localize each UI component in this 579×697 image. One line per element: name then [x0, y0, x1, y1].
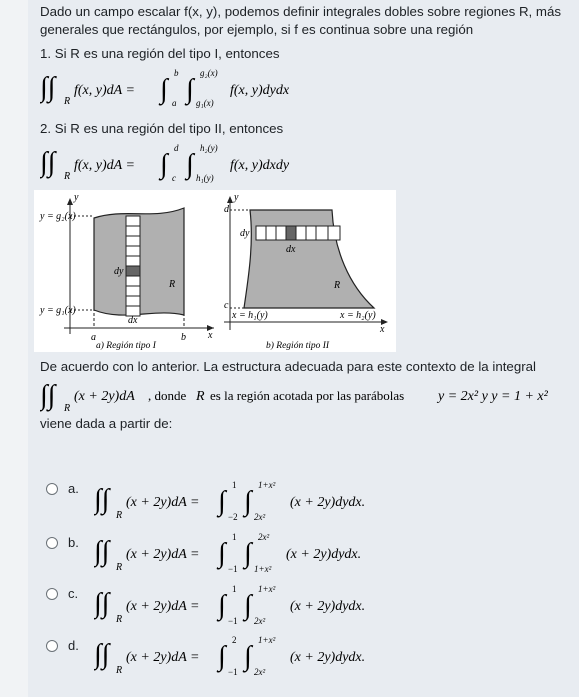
svg-text:x: x	[208, 330, 213, 341]
option-b-formula[interactable]	[94, 528, 394, 581]
svg-text:1+x²: 1+x²	[258, 480, 276, 490]
svg-text:∫: ∫	[244, 538, 252, 569]
svg-text:y: y	[74, 192, 79, 203]
case-2-formula	[40, 139, 320, 188]
regions-figure	[34, 190, 396, 352]
svg-text:R: R	[196, 389, 205, 404]
svg-text:∫∫: ∫∫	[94, 639, 110, 670]
option-c-letter: c.	[68, 586, 79, 601]
svg-text:b: b	[181, 332, 186, 343]
svg-text:2x²: 2x²	[254, 667, 266, 677]
svg-text:d: d	[174, 143, 179, 153]
svg-text:1+x²: 1+x²	[258, 635, 276, 645]
option-a-formula[interactable]	[94, 476, 394, 529]
svg-text:∫: ∫	[218, 641, 226, 672]
svg-text:2x²: 2x²	[254, 616, 266, 626]
option-b-radio[interactable]	[46, 537, 58, 549]
svg-text:R: R	[169, 279, 176, 290]
svg-text:dy: dy	[114, 266, 124, 277]
svg-text:dx: dx	[286, 244, 296, 255]
svg-text:∫: ∫	[218, 486, 226, 517]
svg-text:∫: ∫	[244, 641, 252, 672]
type-1-region-diagram	[39, 192, 214, 351]
svg-text:dx: dx	[128, 315, 138, 326]
type-2-region-diagram	[224, 192, 388, 351]
case-2-formula-svg	[40, 139, 320, 183]
svg-text:(x + 2y)dA =: (x + 2y)dA =	[126, 495, 200, 510]
svg-text:∫∫: ∫∫	[94, 536, 110, 567]
svg-text:a: a	[91, 332, 96, 343]
svg-text:∫: ∫	[160, 149, 168, 180]
option-c[interactable]	[46, 586, 78, 601]
svg-text:c: c	[224, 300, 229, 311]
option-a-letter: a.	[68, 481, 79, 496]
option-a-radio[interactable]	[46, 483, 58, 495]
option-c-formula[interactable]	[94, 580, 394, 633]
svg-text:x = h₁(y): x = h₁(y)	[232, 310, 268, 321]
svg-text:, donde: , donde	[148, 388, 187, 403]
question-line-3: viene dada a partir de:	[40, 416, 173, 431]
intro-line-1: Dado un campo escalar f(x, y), podemos definir integrales dobles sobre regiones R, más	[40, 4, 562, 19]
svg-text:f(x, y)dydx: f(x, y)dydx	[230, 83, 290, 98]
svg-text:h₁(y): h₁(y)	[196, 173, 214, 183]
svg-text:f(x, y)dxdy: f(x, y)dxdy	[230, 158, 290, 173]
option-c-radio[interactable]	[46, 588, 58, 600]
svg-text:y: y	[234, 192, 239, 203]
regions-figure-svg	[34, 190, 396, 352]
svg-text:g₁(x): g₁(x)	[196, 98, 214, 108]
option-d-radio[interactable]	[46, 640, 58, 652]
svg-text:R: R	[64, 403, 71, 412]
svg-text:g₂(x): g₂(x)	[200, 68, 218, 78]
svg-text:∫: ∫	[160, 74, 168, 105]
svg-text:dy: dy	[240, 228, 250, 239]
svg-text:y = g₂(x): y = g₂(x)	[40, 211, 76, 222]
svg-text:∫: ∫	[218, 590, 226, 621]
svg-text:∫∫: ∫∫	[40, 147, 56, 178]
svg-text:d: d	[224, 204, 229, 215]
svg-text:y = g₁(x): y = g₁(x)	[40, 305, 76, 316]
svg-text:R: R	[334, 280, 341, 291]
question-line-2	[40, 376, 570, 417]
option-d[interactable]	[46, 638, 79, 653]
svg-text:(x + 2y)dydx.: (x + 2y)dydx.	[286, 547, 362, 562]
caption-type-1: a) Región tipo I	[96, 341, 156, 351]
svg-text:a: a	[172, 98, 177, 108]
svg-text:R: R	[116, 665, 123, 676]
svg-text:2x²: 2x²	[254, 512, 266, 522]
svg-text:∫: ∫	[186, 149, 194, 180]
svg-text:∫: ∫	[218, 538, 226, 569]
svg-text:R: R	[64, 96, 71, 107]
case-2-label: 2. Si R es una región del tipo II, entonces	[40, 121, 284, 136]
svg-text:1: 1	[232, 532, 237, 542]
svg-text:∫∫: ∫∫	[94, 484, 110, 515]
svg-text:−1: −1	[228, 616, 238, 626]
svg-text:(x + 2y)dA =: (x + 2y)dA =	[126, 547, 200, 562]
svg-text:b: b	[174, 68, 179, 78]
svg-text:(x + 2y)dA: (x + 2y)dA	[74, 389, 135, 404]
option-b-letter: b.	[68, 535, 79, 550]
option-d-letter: d.	[68, 638, 79, 653]
option-b[interactable]	[46, 535, 79, 550]
svg-text:c: c	[172, 173, 176, 183]
svg-text:−1: −1	[228, 667, 238, 677]
svg-text:x: x	[380, 324, 385, 335]
svg-text:2: 2	[232, 635, 237, 645]
svg-text:(x + 2y)dA =: (x + 2y)dA =	[126, 650, 200, 665]
option-a[interactable]	[46, 481, 79, 496]
caption-type-2: b) Región tipo II	[266, 341, 330, 351]
svg-text:f(x, y)dA =: f(x, y)dA =	[74, 158, 135, 173]
svg-text:y = 2x² y y = 1 + x²: y = 2x² y y = 1 + x²	[438, 389, 548, 404]
svg-text:∫: ∫	[244, 486, 252, 517]
svg-text:es la región acotada por las p: es la región acotada por las parábolas	[210, 388, 405, 403]
svg-text:(x + 2y)dA =: (x + 2y)dA =	[126, 599, 200, 614]
case-1-formula-svg	[40, 64, 320, 108]
svg-text:−2: −2	[228, 512, 238, 522]
case-1-formula	[40, 64, 320, 113]
svg-text:1: 1	[232, 584, 237, 594]
svg-text:1: 1	[232, 480, 237, 490]
svg-text:∫: ∫	[186, 74, 194, 105]
svg-text:R: R	[116, 510, 123, 521]
svg-text:(x + 2y)dydx.: (x + 2y)dydx.	[290, 495, 366, 510]
svg-text:2x²: 2x²	[258, 532, 270, 542]
svg-text:(x + 2y)dydx.: (x + 2y)dydx.	[290, 599, 366, 614]
intro-line-2: generales que rectángulos, por ejemplo, si f es continua sobre una región	[40, 22, 474, 37]
svg-text:R: R	[116, 614, 123, 625]
option-d-formula[interactable]	[94, 631, 394, 684]
svg-text:(x + 2y)dydx.: (x + 2y)dydx.	[290, 650, 366, 665]
svg-text:1+x²: 1+x²	[258, 584, 276, 594]
svg-text:∫∫: ∫∫	[94, 588, 110, 619]
svg-text:f(x, y)dA =: f(x, y)dA =	[74, 83, 135, 98]
svg-text:R: R	[116, 562, 123, 573]
double-integral-symbol: ∫∫	[40, 72, 56, 103]
svg-text:x = h₂(y): x = h₂(y)	[340, 310, 376, 321]
svg-text:−1: −1	[228, 564, 238, 574]
svg-text:R: R	[64, 171, 71, 182]
svg-text:∫∫: ∫∫	[40, 380, 56, 411]
question-line-1: De acuerdo con lo anterior. La estructura adecuada para este contexto de la integral	[40, 359, 536, 374]
svg-text:h₂(y): h₂(y)	[200, 143, 218, 153]
svg-text:1+x²: 1+x²	[254, 564, 272, 574]
svg-text:∫: ∫	[244, 590, 252, 621]
case-1-label: 1. Si R es una región del tipo I, entonces	[40, 46, 280, 61]
